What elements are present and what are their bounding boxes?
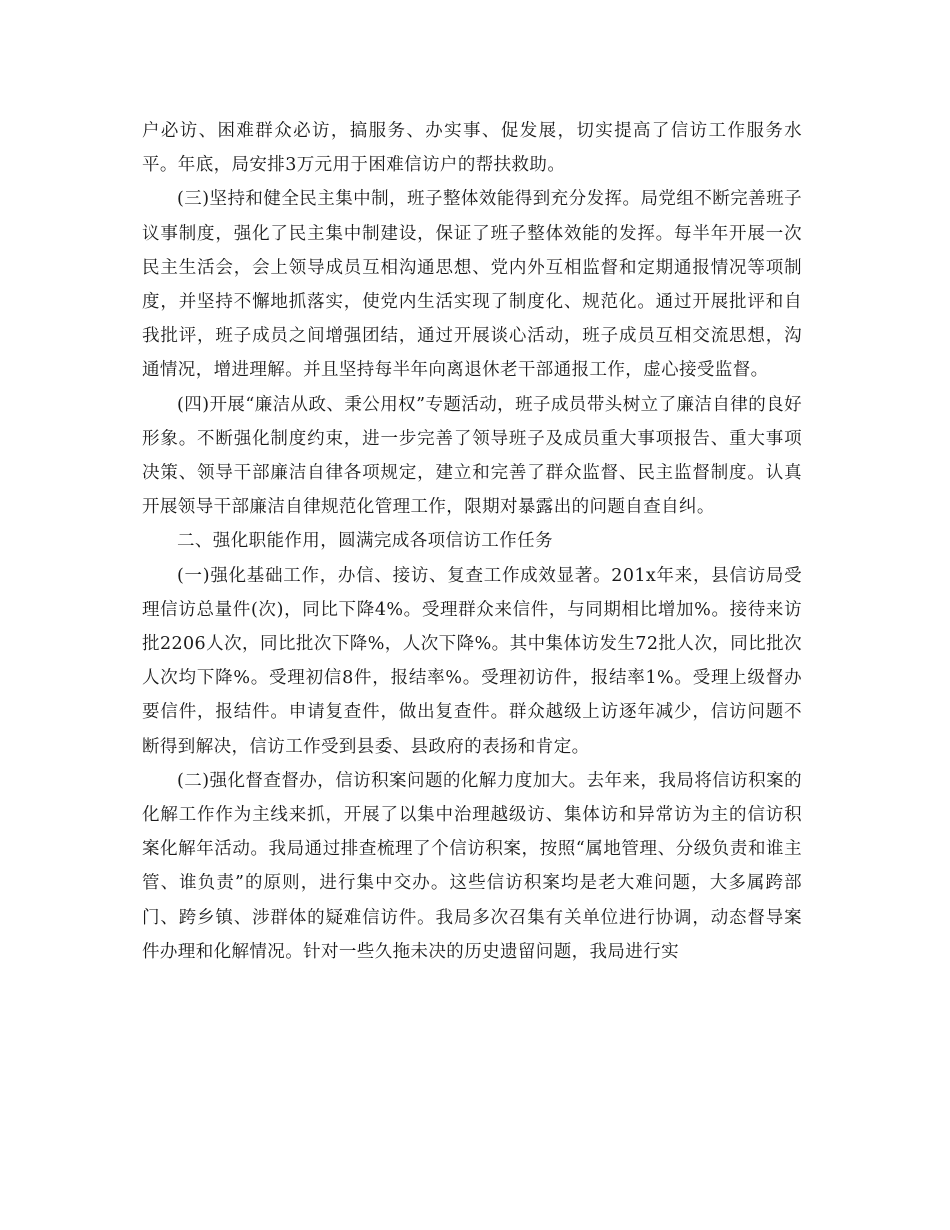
- paragraph-supervision: (二)强化督查督办，信访积案问题的化解力度加大。去年来，我局将信访积案的化解工作作为主线来抓，开展了以集中治理越级访、集体访和异常访为主的信访积案化解年活动。我局通过排查梳理了个信访积案，按照“属地管理、分级负责和谁主管、谁负责”的原则，进行集中交办。这些信访积案均是老大难问题，大多属跨部门、跨乡镇、涉群体的疑难信访件。我局多次召集有关单位进行协调，动态督导案件办理和化解情况。针对一些久拖未决的历史遗留问题，我局进行实: [142, 770, 802, 962]
- paragraph-democratic-centralism: (三)坚持和健全民主集中制，班子整体效能得到充分发挥。局党组不断完善班子议事制度，强化了民主集中制建设，保证了班子整体效能的发挥。每半年开展一次民主生活会，会上领导成员互相沟通思想、党内外互相监督和定期通报情况等项制度，并坚持不懈地抓落实，使党内生活实现了制度化、规范化。通过开展批评和自我批评，班子成员之间增强团结，通过开展谈心活动，班子成员互相交流思想，沟通情况，增进理解。并且坚持每半年向离退休老干部通报工作，虚心接受监督。: [142, 189, 802, 381]
- document-body: [142, 114, 802, 969]
- paragraph-basic-work: (一)强化基础工作，办信、接访、复查工作成效显著。201x年来，县信访局受理信访总量件(次)，同比下降4%。受理群众来信件，与同期相比增加%。接待来访批2206人次，同比批次下降%，人次下降%。其中集体访发生72批人次，同比批次人次均下降%。受理初信8件，报结率%。受理初访件，报结率1%。受理上级督办要信件，报结件。申请复查件，做出复查件。群众越级上访逐年减少，信访问题不断得到解决，信访工作受到县委、县政府的表扬和肯定。: [142, 565, 802, 757]
- paragraph-integrity-campaign: (四)开展“廉洁从政、秉公用权”专题活动，班子成员带头树立了廉洁自律的良好形象。不断强化制度约束，进一步完善了领导班子及成员重大事项报告、重大事项决策、领导干部廉洁自律各项规定，建立和完善了群众监督、民主监督制度。认真开展领导干部廉洁自律规范化管理工作，限期对暴露出的问题自查自纠。: [142, 394, 802, 518]
- section-heading-two: 二、强化职能作用，圆满完成各项信访工作任务: [177, 531, 553, 552]
- paragraph-continued: 户必访、困难群众必访，搞服务、办实事、促发展，切实提高了信访工作服务水平。年底，局安排3万元用于困难信访户的帮扶救助。: [142, 121, 802, 176]
